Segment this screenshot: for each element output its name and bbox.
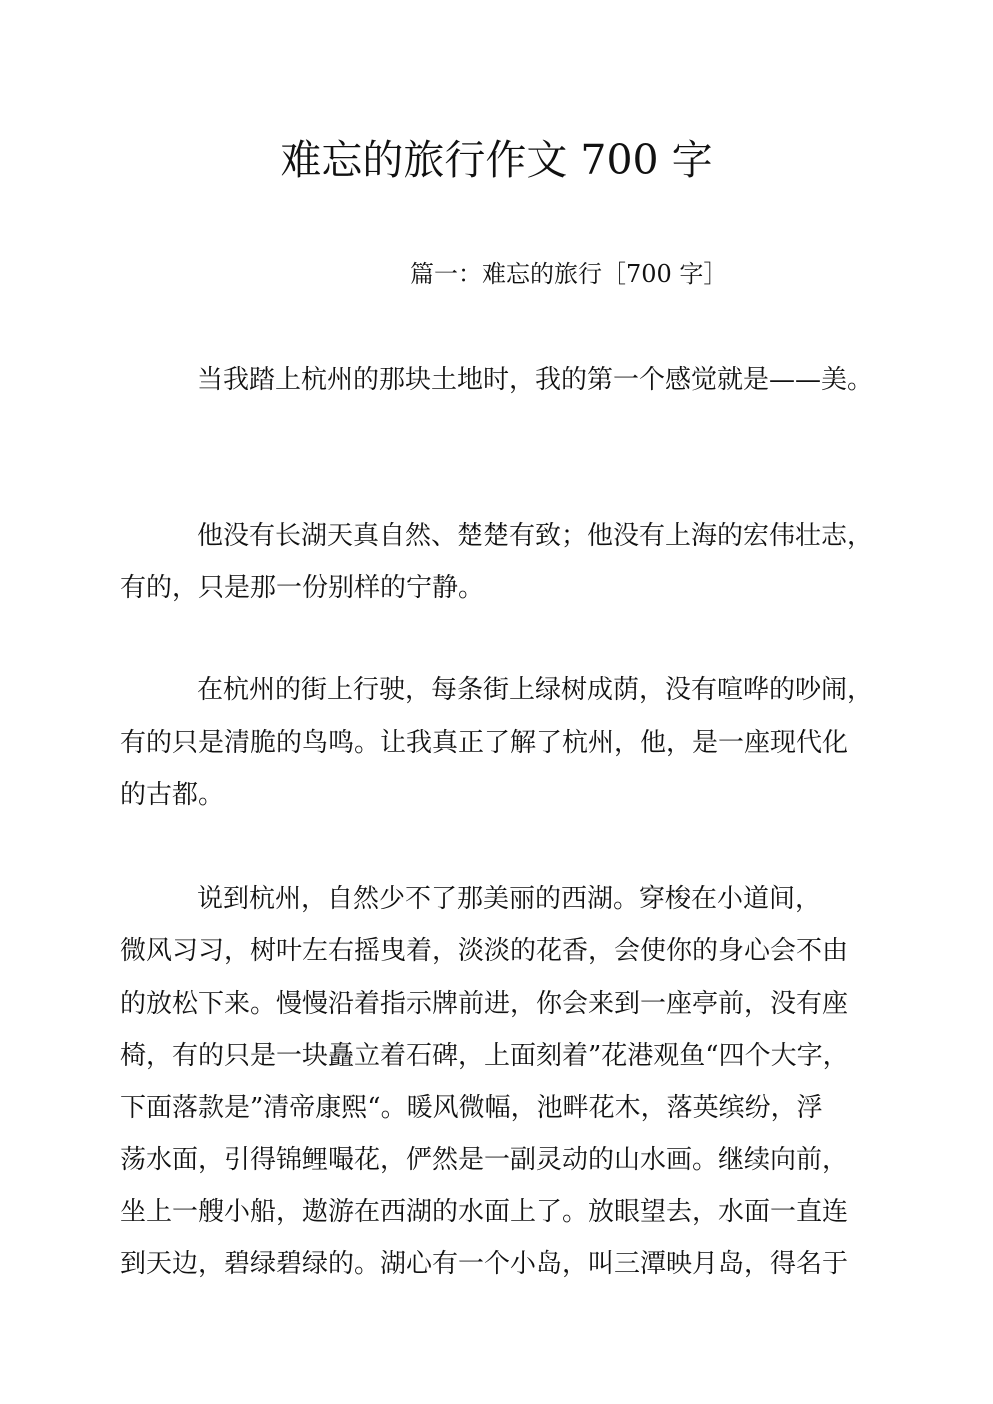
paragraph-3-line-1: 在杭州的街上行驶，每条街上绿树成荫，没有喧哗的吵闹， [197, 675, 874, 705]
paragraph-4-line-8: 到天边，碧绿碧绿的。湖心有一个小岛，叫三潭映月岛，得名于 [120, 1249, 849, 1279]
paragraph-2-line-1: 他没有长湖天真自然、楚楚有致；他没有上海的宏伟壮志， [197, 521, 874, 551]
section-heading: 篇一：难忘的旅行［700 字］ [410, 260, 728, 288]
paragraph-4-line-7: 坐上一艘小船，遨游在西湖的水面上了。放眼望去，水面一直连 [120, 1197, 849, 1227]
paragraph-2-line-2: 有的，只是那一份别样的宁静。 [120, 573, 485, 603]
paragraph-4-line-5: 下面落款是”清帝康熙“。暖风微幅，池畔花木，落英缤纷，浮 [120, 1093, 823, 1123]
paragraph-3-line-3: 的古都。 [120, 780, 225, 810]
paragraph-4-line-3: 的放松下来。慢慢沿着指示牌前进，你会来到一座亭前，没有座 [120, 989, 849, 1019]
paragraph-4-line-2: 微风习习，树叶左右摇曳着，淡淡的花香，会使你的身心会不由 [120, 936, 849, 966]
paragraph-1-line-1: 当我踏上杭州的那块土地时，我的第一个感觉就是——美。 [197, 365, 874, 395]
document-title: 难忘的旅行作文 700 字 [280, 136, 713, 184]
paragraph-4-line-6: 荡水面，引得锦鲤嘬花，俨然是一副灵动的山水画。继续向前， [120, 1145, 849, 1175]
paragraph-3-line-2: 有的只是清脆的鸟鸣。让我真正了解了杭州，他，是一座现代化 [120, 728, 849, 758]
paragraph-4-line-1: 说到杭州，自然少不了那美丽的西湖。穿梭在小道间， [197, 884, 822, 914]
paragraph-4-line-4: 椅，有的只是一块矗立着石碑，上面刻着”花港观鱼“四个大字， [120, 1041, 849, 1071]
